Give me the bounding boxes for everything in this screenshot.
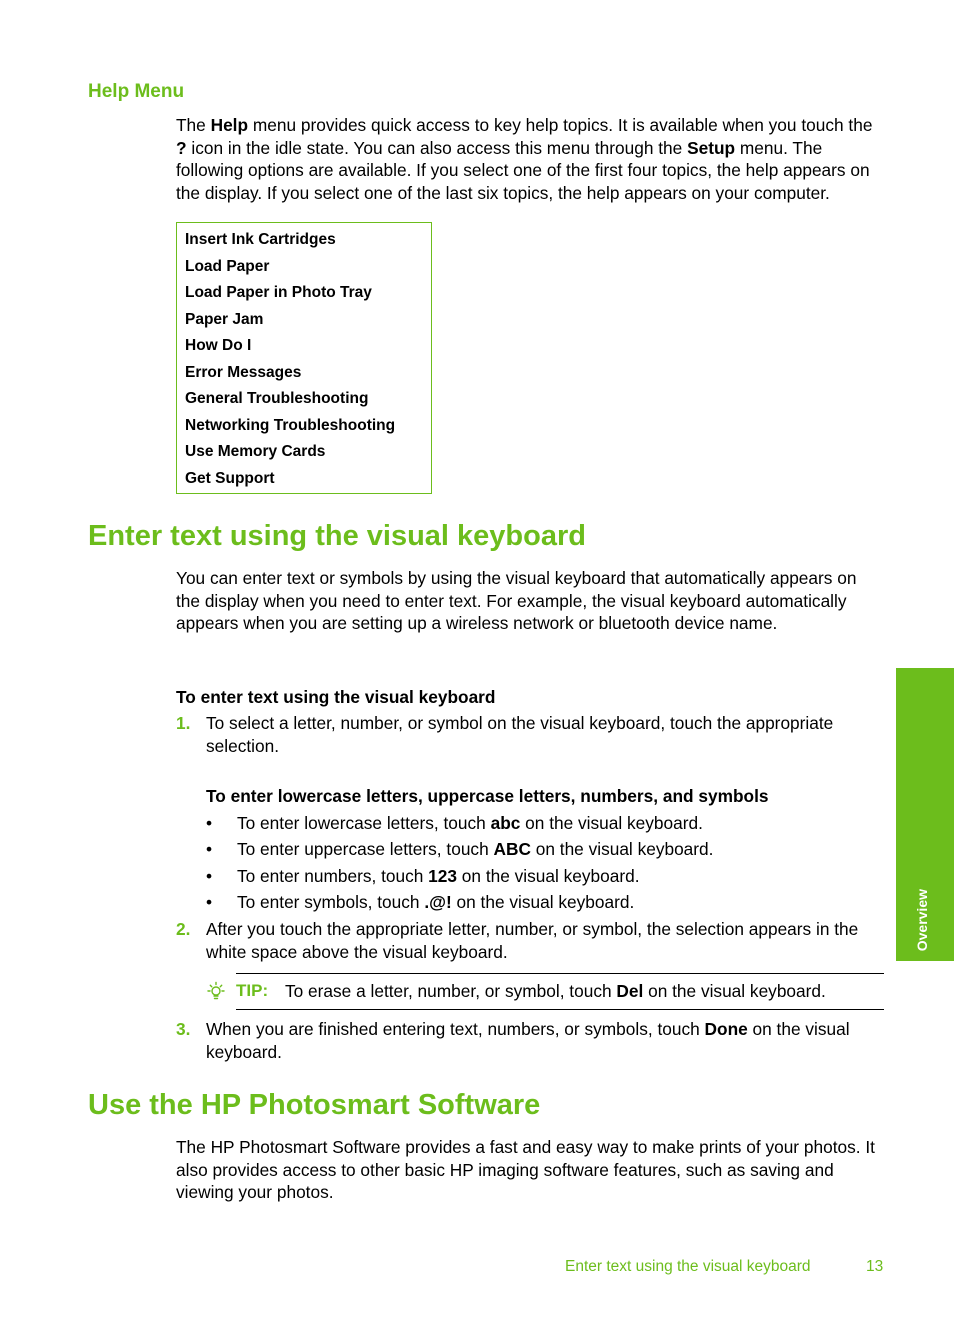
chapter-side-tab [896, 668, 954, 961]
keyboard-section-intro: You can enter text or symbols by using the visual keyboard that automatically appears on the display when you need to enter text. For example, the visual keyboard automatically appears when you are setting up a wireless network or bluetooth device name. [176, 568, 857, 633]
lightbulb-icon [205, 981, 227, 1003]
step-text: When you are finished entering text, numbers, or symbols, touch Done on the visual keyboard. [206, 1019, 850, 1062]
footer-section-title: Enter text using the visual keyboard [565, 1258, 811, 1275]
tip-bottom-rule [236, 1009, 884, 1010]
chapter-side-tab-label: Overview [914, 888, 930, 951]
tip-top-rule [236, 973, 884, 974]
help-menu-option: Use Memory Cards [185, 443, 326, 460]
step-number: 2. [176, 919, 191, 939]
help-menu-options-box [176, 222, 432, 494]
step-number: 3. [176, 1019, 191, 1039]
procedure-title: To enter text using the visual keyboard [176, 687, 496, 707]
bullet-item: To enter numbers, touch 123 on the visual keyboard. [237, 866, 640, 886]
help-menu-option: Load Paper [185, 257, 270, 275]
help-menu-option: Get Support [185, 469, 275, 487]
sub-procedure-title: To enter lowercase letters, uppercase letters, numbers, and symbols [206, 786, 769, 806]
bullet-marker: • [206, 813, 213, 833]
tip-text: To erase a letter, number, or symbol, touch Del on the visual keyboard. [285, 981, 826, 1001]
software-section-heading: Use the HP Photosmart Software [88, 1089, 541, 1121]
step-number: 1. [176, 713, 191, 733]
step-text: To select a letter, number, or symbol on the visual keyboard, touch the appropriate selection. [206, 713, 834, 756]
tip-label: TIP: [236, 981, 269, 1000]
bullet-marker: • [206, 892, 213, 912]
help-menu-heading: Help Menu [88, 81, 185, 102]
help-menu-option: Error Messages [185, 363, 302, 381]
help-menu-intro: The Help menu provides quick access to key help topics. It is available when you touch the ? icon in the idle state. You can also access this menu through the Setup menu. The following options are available. If you select one of the first four topics, the help appears on the display. If you select one of the last six topics, the help appears on your computer. [176, 115, 873, 203]
bullet-item: To enter uppercase letters, touch ABC on the visual keyboard. [237, 839, 714, 859]
keyboard-section-heading: Enter text using the visual keyboard [88, 520, 586, 552]
help-menu-options-list [177, 223, 431, 495]
bullet-item: To enter symbols, touch .@! on the visual keyboard. [237, 892, 635, 912]
software-section-intro: The HP Photosmart Software provides a fast and easy way to make prints of your photos. It also provides access to other basic HP imaging software features, such as saving and viewing your photos. [176, 1137, 875, 1202]
bullet-marker: • [206, 866, 213, 886]
help-menu-option: Paper Jam [185, 310, 264, 328]
bullet-item: To enter lowercase letters, touch abc on the visual keyboard. [237, 813, 703, 833]
help-menu-option: Load Paper in Photo Tray [185, 284, 372, 301]
help-menu-option: Networking Troubleshooting [185, 416, 396, 434]
footer-page-number: 13 [866, 1258, 884, 1275]
help-menu-option: General Troubleshooting [185, 390, 369, 407]
bullet-marker: • [206, 839, 213, 859]
step-text: After you touch the appropriate letter, number, or symbol, the selection appears in the white space above the visual keyboard. [206, 919, 859, 962]
help-menu-option: Insert Ink Cartridges [185, 231, 336, 248]
help-menu-option: How Do I [185, 337, 252, 354]
